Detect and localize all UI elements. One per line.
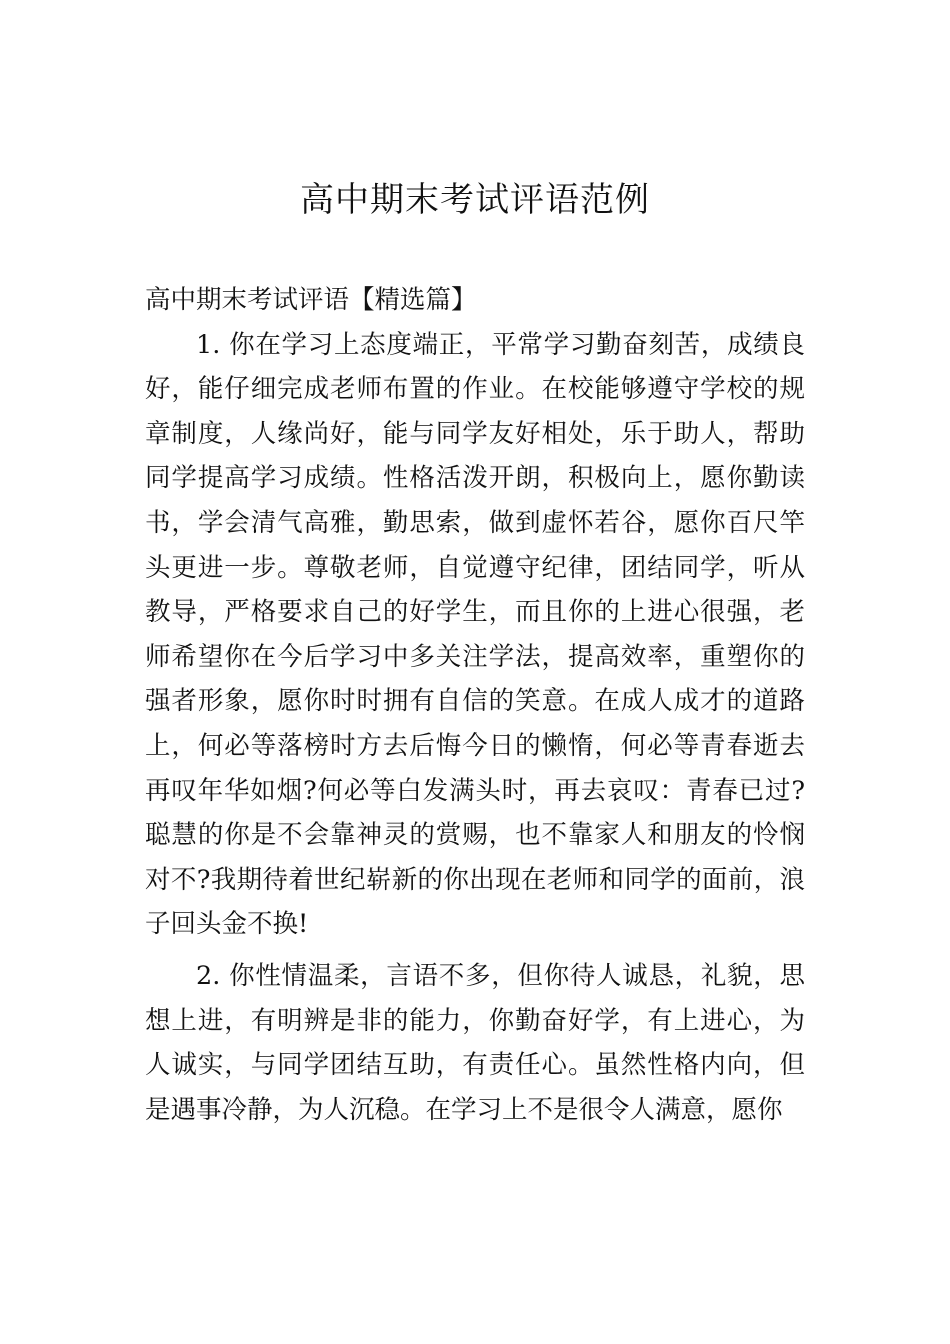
document-title: 高中期末考试评语范例	[300, 180, 650, 220]
comment-paragraph-2: 2. 你性情温柔，言语不多，但你待人诚恳，礼貌，思想上进，有明辨是非的能力，你勤奋好学，有上进心，为人诚实，与同学团结互助，有责任心。虽然性格内向，但是遇事冷静，为人沉稳。在学习上不是很令人满意，愿你	[145, 960, 805, 1125]
section-heading: 高中期末考试评语【精选篇】	[145, 285, 477, 315]
document-body	[145, 278, 805, 1132]
comment-paragraph-1: 1. 你在学习上态度端正，平常学习勤奋刻苦，成绩良好，能仔细完成老师布置的作业。在校能够遵守学校的规章制度，人缘尚好，能与同学友好相处，乐于助人，帮助同学提高学习成绩。性格活泼开朗，积极向上，愿你勤读书，学会清气高雅，勤思索，做到虚怀若谷，愿你百尺竿头更进一步。尊敬老师，自觉遵守纪律，团结同学，听从教导，严格要求自己的好学生，而且你的上进心很强，老师希望你在今后学习中多关注学法，提高效率，重塑你的强者形象，愿你时时拥有自信的笑意。在成人成才的道路上，何必等落榜时方去后悔今日的懒惰，何必等青春逝去再叹年华如烟?何必等白发满头时，再去哀叹：青春已过?聪慧的你是不会靠神灵的赏赐，也不靠家人和朋友的怜悯对不?我期待着世纪崭新的你出现在老师和同学的面前，浪子回头金不换!	[145, 329, 805, 940]
